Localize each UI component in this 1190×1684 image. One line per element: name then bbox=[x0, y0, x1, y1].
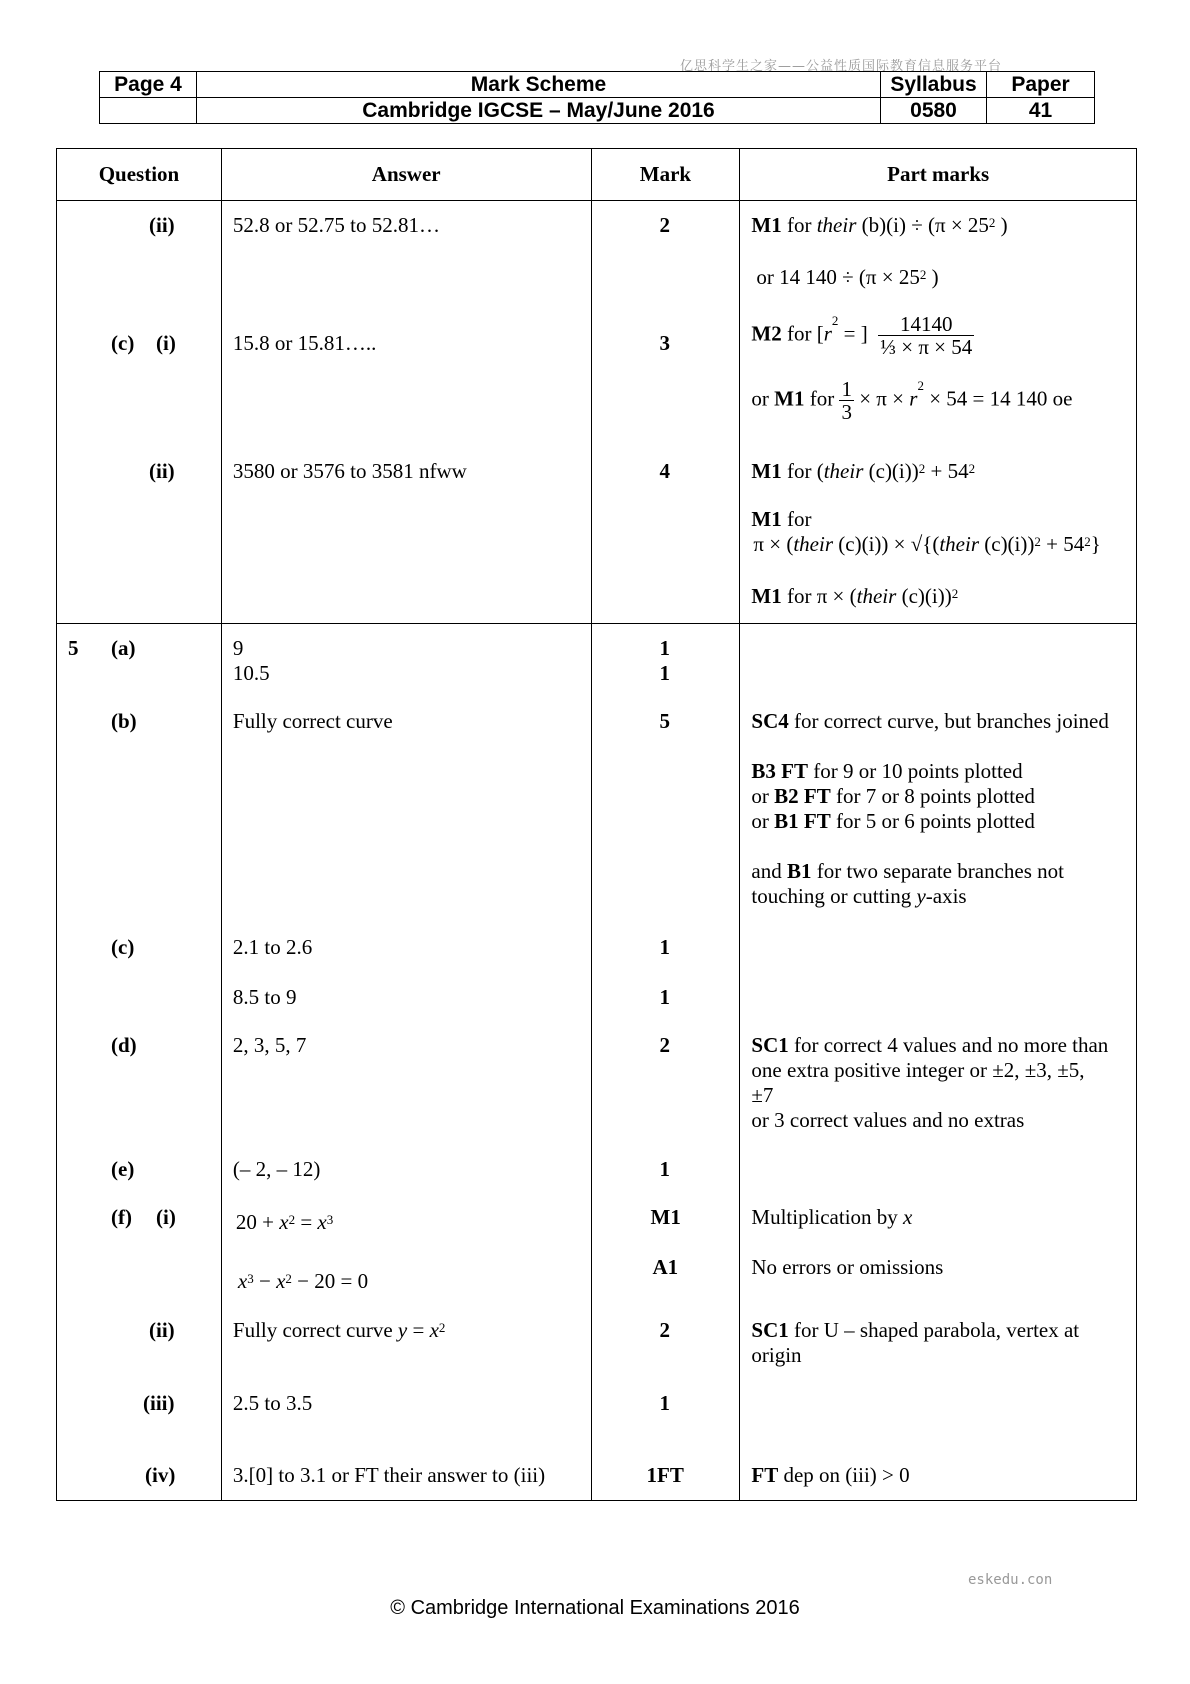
part-c-ii-line4: M1 for π × (their (c)(i))$^2$ bbox=[751, 584, 959, 608]
doc-subtitle: Cambridge IGCSE – May/June 2016 bbox=[197, 98, 881, 124]
mark-5f-i-1: M1 bbox=[650, 1205, 681, 1229]
answer-5b: Fully correct curve bbox=[232, 709, 393, 733]
mark-5f-ii: 2 bbox=[659, 1318, 671, 1342]
col-part-marks: Part marks bbox=[740, 149, 1137, 201]
paper-label: Paper bbox=[987, 72, 1095, 98]
part-c-ii-line1: M1 for (their $(c)(i))^2 + 54^2$ bbox=[751, 459, 976, 483]
part-5f-i-line1: Multiplication by x bbox=[751, 1205, 913, 1229]
watermark-bottom: eskedu.con bbox=[968, 1572, 1053, 1588]
syllabus-code: 0580 bbox=[881, 98, 987, 124]
paper-code: 41 bbox=[987, 98, 1095, 124]
row-block-2 bbox=[57, 624, 1137, 1501]
answer-5c-1: 2.1 to 2.6 bbox=[232, 935, 313, 959]
answer-5c-2: 8.5 to 9 bbox=[232, 985, 297, 1009]
answer-5f-i-1: $20 + x^2 = x^3$ bbox=[235, 1210, 334, 1234]
q-5d: (d) bbox=[111, 1033, 137, 1057]
mark-5b: 5 bbox=[659, 709, 671, 733]
copyright-footer: © Cambridge International Examinations 2016 bbox=[390, 1597, 800, 1619]
doc-title: Mark Scheme bbox=[197, 72, 881, 98]
page-number: Page 4 bbox=[100, 72, 197, 98]
part-c-i-line1: M2 for [$r^2$ = ] $\frac{14140}{\text{⅓ × π × 54}}$ bbox=[751, 312, 973, 359]
mark-5e: 1 bbox=[659, 1157, 671, 1181]
q-5f-iv: (iv) bbox=[145, 1463, 176, 1487]
col-mark: Mark bbox=[591, 149, 740, 201]
answer-5a-1: 9 bbox=[232, 636, 244, 660]
answer-5f-iv: 3.[0] to 3.1 or FT their answer to (iii) bbox=[232, 1463, 546, 1487]
answer-b-ii: 52.8 or 52.75 to 52.81… bbox=[232, 213, 440, 237]
answer-5d: 2, 3, 5, 7 bbox=[232, 1033, 307, 1057]
mark-5d: 2 bbox=[659, 1033, 671, 1057]
q-c-ii: (ii) bbox=[149, 459, 175, 483]
part-5d-line1: SC1 for correct 4 values and no more than bbox=[751, 1033, 1109, 1057]
answer-5f-iii: 2.5 to 3.5 bbox=[232, 1391, 313, 1415]
mark-5c-1: 1 bbox=[659, 935, 671, 959]
syllabus-label: Syllabus bbox=[881, 72, 987, 98]
q-5f: (f) bbox=[111, 1205, 132, 1229]
part-b-ii-line1: M1 for their $(b)(i) \div (\pi \times 25^2$ ) bbox=[751, 213, 1008, 237]
mark-c-ii: 4 bbox=[659, 459, 671, 483]
q-c: (c) bbox=[111, 331, 135, 355]
part-5b-line3: or B2 FT for 7 or 8 points plotted bbox=[751, 784, 1035, 808]
mark-5a-2: 1 bbox=[659, 661, 671, 685]
mark-b-ii: 2 bbox=[659, 213, 671, 237]
part-5b-line4: or B1 FT for 5 or 6 points plotted bbox=[751, 809, 1035, 833]
q-c-i: (i) bbox=[156, 331, 176, 355]
part-5b-line2: B3 FT for 9 or 10 points plotted bbox=[751, 759, 1023, 783]
part-c-i-line2: or M1 for $\frac{1}{3}$ × $\pi \times r^2 \times 54 = 14$ 140 oe bbox=[751, 377, 1073, 424]
q-5e: (e) bbox=[111, 1157, 135, 1181]
answer-5f-ii: Fully correct curve $y = x^2$ bbox=[232, 1318, 446, 1342]
mark-5c-2: 1 bbox=[659, 985, 671, 1009]
part-5f-ii-line2: origin bbox=[751, 1343, 802, 1367]
part-c-ii-line2: M1 for bbox=[751, 507, 812, 531]
q-5: 5 bbox=[68, 636, 79, 660]
header-table bbox=[99, 71, 1095, 124]
mark-5f-iv: 1FT bbox=[646, 1463, 684, 1487]
part-5d-line3: ±7 bbox=[751, 1083, 774, 1107]
part-5d-line2: one extra positive integer or ±2, ±3, ±5, bbox=[751, 1058, 1085, 1082]
answer-5f-i-2: $x^3 - x^2 - 20 = 0$ bbox=[237, 1269, 369, 1293]
mark-5f-i-2: A1 bbox=[652, 1255, 679, 1279]
header-empty-cell bbox=[100, 98, 197, 124]
part-5b-line1: SC4 for correct curve, but branches joined bbox=[751, 709, 1109, 733]
q-5f-iii: (iii) bbox=[143, 1391, 175, 1415]
q-5f-i: (i) bbox=[156, 1205, 176, 1229]
row-block-1 bbox=[57, 201, 1137, 624]
part-5f-ii-line1: SC1 for U – shaped parabola, vertex at bbox=[751, 1318, 1080, 1342]
mark-5a-1: 1 bbox=[659, 636, 671, 660]
q-5f-ii: (ii) bbox=[149, 1318, 175, 1342]
part-5f-i-line2: No errors or omissions bbox=[751, 1255, 944, 1279]
answer-5e: (– 2, – 12) bbox=[232, 1157, 321, 1181]
watermark-top: 亿思科学生之家——公益性质国际教育信息服务平台 bbox=[680, 59, 1003, 74]
part-c-ii-line3: π × (their (c)(i)) × √{(their $(c)(i))^2 + 54^2$} bbox=[753, 532, 1101, 556]
part-5b-line6: touching or cutting y-axis bbox=[751, 884, 967, 908]
part-5b-line5: and B1 for two separate branches not bbox=[751, 859, 1064, 883]
q-5a: (a) bbox=[111, 636, 136, 660]
part-5f-iv: FT dep on (iii) > 0 bbox=[751, 1463, 910, 1487]
mark-scheme-table bbox=[56, 148, 1137, 1501]
fraction-third: $\frac{1}{3}$ bbox=[841, 377, 852, 424]
answer-c-ii: 3580 or 3576 to 3581 nfww bbox=[232, 459, 467, 483]
part-b-ii-line2: or 14 $140 \div (\pi \times 25^2$ ) bbox=[756, 265, 939, 289]
answer-5a-2: 10.5 bbox=[232, 661, 270, 685]
q-b-ii: (ii) bbox=[149, 213, 175, 237]
mark-5f-iii: 1 bbox=[659, 1391, 671, 1415]
q-5c: (c) bbox=[111, 935, 135, 959]
answer-c-i: 15.8 or 15.81….. bbox=[232, 331, 377, 355]
col-question: Question bbox=[57, 149, 222, 201]
q-5b: (b) bbox=[111, 709, 137, 733]
part-5d-line4: or 3 correct values and no extras bbox=[751, 1108, 1025, 1132]
fraction-m2: $\frac{14140}{\text{⅓ × π × 54}}$ bbox=[880, 312, 973, 359]
col-answer: Answer bbox=[221, 149, 591, 201]
mark-c-i: 3 bbox=[659, 331, 671, 355]
